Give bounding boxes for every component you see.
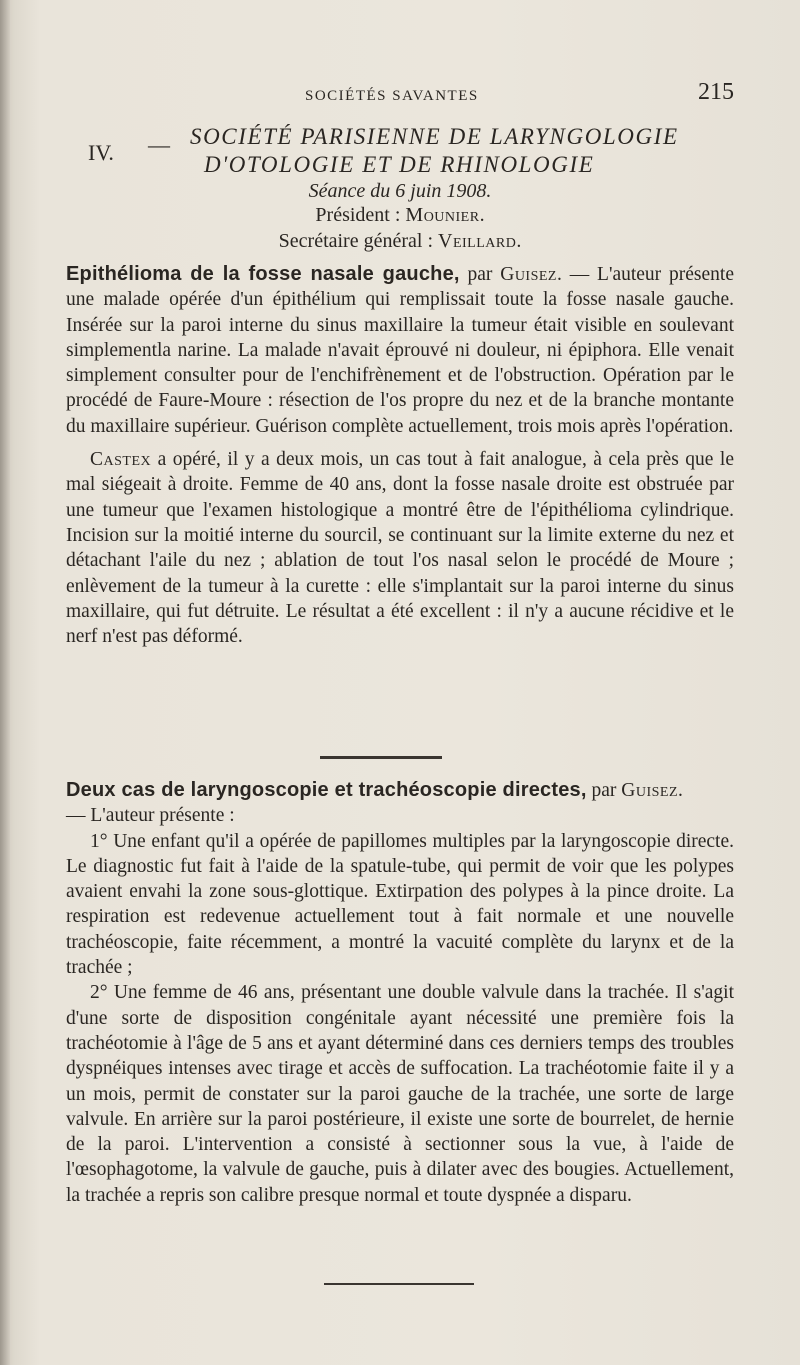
- article1-text: . — L'auteur présente une malade opérée d'un épithélium qui remplissait toute la fosse nasale gauche. Insérée sur la paroi interne du sinus maxillaire la tumeur était visible en soulevant simplementla narine. La malade n'avait éprouvé ni douleur, ni épiphora. Elle venait simplement consulter pour de l'enchifrènement et de l'obstruction. Opération par le procédé de Faure-Moure : résection de l'os propre du nez et de la branche montante du maxillaire supérieur. Guérison complète actuellement, trois mois après l'opération.: [66, 264, 734, 437]
- president-name: Mounier: [405, 204, 480, 226]
- secretaire-end: .: [516, 230, 522, 252]
- secretaire-label: Secrétaire général :: [278, 230, 439, 252]
- article2-title: [66, 778, 734, 803]
- article1-author: Guisez: [500, 264, 557, 285]
- seance-date: Séance du 6 juin 1908.: [308, 180, 492, 202]
- article2-title-end: .: [678, 780, 683, 801]
- article2-intro: — L'auteur présente :: [66, 805, 235, 827]
- section-divider: [320, 756, 442, 759]
- article-laryngoscopie: [66, 778, 734, 1208]
- castex-name: Castex: [90, 449, 152, 471]
- president-end: .: [479, 204, 485, 226]
- article1-paragraph1: [66, 262, 734, 439]
- article1-paragraph2-text: a opéré, il y a deux mois, un cas tout à fait analogue, à cela près que le mal siégeait à droite. Femme de 40 ans, dont la fosse nasale droite est obstruée par une tumeur que l'examen histologique a montré être de l'épithélioma cylindrique. Incision sur la moitié interne du sourcil, se continuant sur la limite externe du nez et détachant l'aile du nez ; ablation de tout l'os nasal selon le procédé de Moure ; enlèvement de la tumeur à la curette : elle s'implantait sur la paroi interne du sinus maxillaire, qui fut détruite. Le résultat a été excellent : il n'y a aucune récidive et le nerf n'est pas déformé.: [66, 449, 734, 648]
- running-title: SOCIÉTÉS SAVANTES: [305, 88, 479, 104]
- end-divider: [324, 1283, 474, 1285]
- article2-item2: 2° Une femme de 46 ans, présentant une double valvule dans la trachée. Il s'agit d'une sorte de disposition congénitale ayant nécessité une première fois la trachéotomie à l'âge de 5 ans et ayant déterminé dans ces derniers temps des troubles dyspnéiques intenses avec tirage et accès de suffocation. La trachéotomie faite il y a un mois, permit de constater sur la paroi gauche de la trachée, une sorte de large valvule. En arrière sur la paroi postérieure, il existe une sorte de bourrelet, de hernie de la paroi. L'intervention a consisté à sectionner sous la vue, à l'aide de l'œsophagotome, la valvule de gauche, puis à dilater avec des bougies. Actuellement, la trachée a repris son calibre presque normal et toute dyspnée a disparu.: [66, 982, 734, 1206]
- article2-item1: 1° Une enfant qu'il a opérée de papillomes multiples par la laryngoscopie directe. Le diagnostic fut fait à l'aide de la spatule-tube, qui permit de voir que les polypes avaient envahi la zone sous-glottique. Extirpation des polypes à la pince droite. La respiration est redevenue actuellement tout à fait normale et une nouvelle trachéoscopie, faite récemment, a montré la vacuité complète du larynx et de la trachée ;: [66, 830, 734, 979]
- secretaire-line: [0, 230, 800, 253]
- article1-headline: Epithélioma de la fosse nasale gauche,: [66, 263, 460, 285]
- article2-headline: Deux cas de laryngoscopie et trachéoscopie directes,: [66, 779, 587, 801]
- article1-by: par: [459, 264, 501, 285]
- society-title-line1: SOCIÉTÉ PARISIENNE DE LARYNGOLOGIE: [190, 124, 679, 149]
- article2-author: Guisez: [621, 780, 679, 801]
- society-title-line2: D'OTOLOGIE ET DE RHINOLOGIE: [204, 152, 595, 177]
- secretaire-name: Veillard: [438, 230, 517, 252]
- president-line: [0, 204, 800, 227]
- president-label: Président :: [315, 204, 406, 226]
- section-dash: —: [148, 132, 170, 157]
- article1-paragraph2: [66, 447, 734, 649]
- page-number: 215: [698, 79, 734, 105]
- article-epithelioma: [66, 262, 734, 649]
- article2-by: par: [586, 780, 622, 801]
- section-number: IV.: [88, 140, 114, 165]
- running-header: [0, 79, 800, 110]
